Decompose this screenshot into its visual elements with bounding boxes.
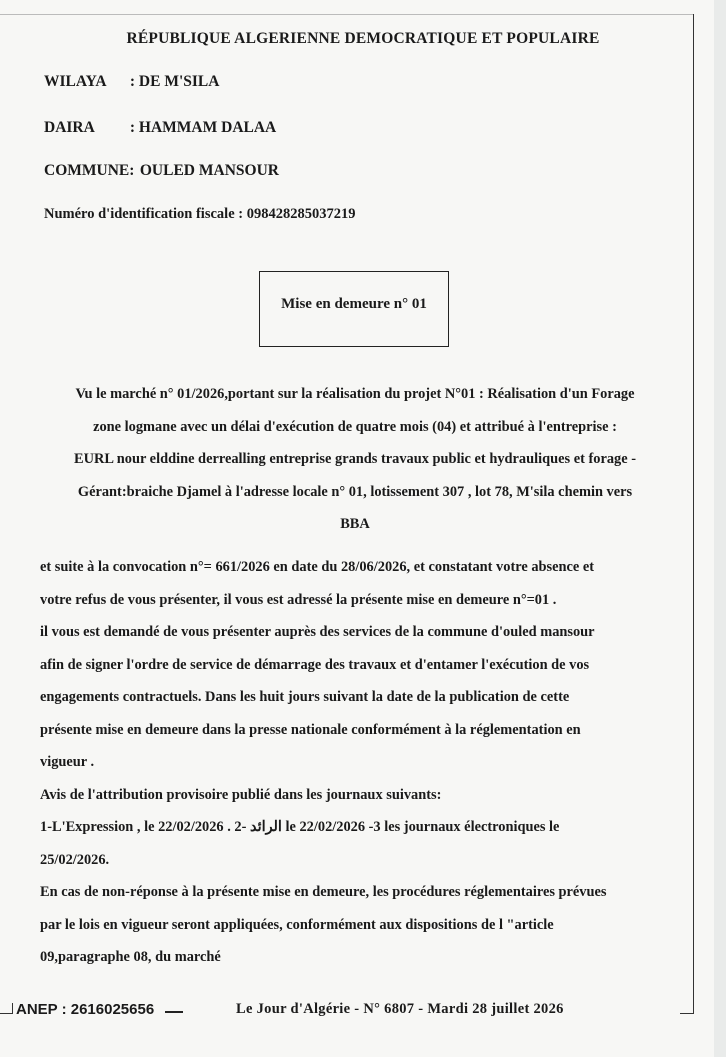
body-line: votre refus de vous présenter, il vous est adressé la présente mise en demeure n°=01 . (40, 591, 557, 608)
frame-corner-bottom-right (680, 1013, 694, 1014)
body-line: 1-L'Expression , le 22/02/2026 . 2- الرائد le 22/02/2026 -3 les journaux électroniques le (40, 819, 560, 835)
daira-line (44, 119, 276, 137)
body-line: afin de signer l'ordre de service de démarrage des travaux et d'entamer l'exécution de vos (40, 656, 590, 673)
body-paragraph-main (40, 551, 670, 974)
republic-heading: RÉPUBLIQUE ALGERIENNE DEMOCRATIQUE ET POPULAIRE (126, 30, 600, 47)
commune-line (44, 162, 279, 180)
commune-value: OULED MANSOUR (139, 162, 279, 179)
body-line: il vous est demandé de vous présenter auprès des services de la commune d'ouled mansour (40, 624, 595, 640)
body-line: par le lois en vigueur seront appliquées, conformément aux dispositions de l "article (40, 916, 554, 933)
newspaper-footer: Le Jour d'Algérie - N° 6807 - Mardi 28 juillet 2026 (236, 1001, 564, 1017)
page-edge-strip (714, 0, 726, 1057)
notice-title: Mise en demeure n° 01 (281, 296, 427, 312)
body-line: Vu le marché n° 01/2026,portant sur la réalisation du projet N°01 : Réalisation d'un Forage (75, 386, 635, 402)
footer-dash (165, 1011, 183, 1013)
body-line: BBA (340, 516, 370, 532)
body-line: 09,paragraphe 08, du marché (40, 949, 221, 965)
body-line: Avis de l'attribution provisoire publié dans les journaux suivants: (40, 786, 442, 803)
commune-label: COMMUNE: (44, 162, 135, 179)
frame-right-rule (693, 14, 694, 1014)
body-line: zone logmane avec un délai d'exécution de quatre mois (04) et attribué à l'entreprise : (93, 418, 617, 435)
body-line: EURL nour elddine derrealling entreprise grands travaux public et hydrauliques et forage - (73, 451, 637, 467)
wilaya-label: WILAYA (44, 73, 107, 90)
wilaya-line (44, 73, 219, 91)
body-line: Gérant:braiche Djamel à l'adresse locale n° 01, lotissement 307 , lot 78, M'sila chemin vers (77, 483, 633, 500)
anep-reference: ANEP : 2616025656 (16, 1001, 155, 1018)
notice-title-box (259, 271, 449, 347)
frame-top-rule (0, 14, 694, 15)
body-line: vigueur . (40, 754, 95, 770)
daira-label: DAIRA (44, 119, 95, 136)
body-line: En cas de non-réponse à la présente mise en demeure, les procédures réglementaires prévues (40, 884, 607, 900)
body-line: engagements contractuels. Dans les huit jours suivant la date de la publication de cette (40, 689, 570, 705)
body-line: présente mise en demeure dans la presse nationale conformément à la réglementation en (40, 721, 581, 738)
body-line: 25/02/2026. (40, 851, 110, 868)
body-line: et suite à la convocation n°= 661/2026 en date du 28/06/2026, et constatant votre absence et (40, 559, 595, 575)
frame-corner-bottom-left (0, 1003, 13, 1014)
body-paragraph-centered (40, 378, 670, 541)
wilaya-value: : DE M'SILA (129, 73, 220, 90)
daira-value: : HAMMAM DALAA (129, 119, 277, 136)
tax-id-line: Numéro d'identification fiscale : 098428285037219 (44, 206, 356, 222)
